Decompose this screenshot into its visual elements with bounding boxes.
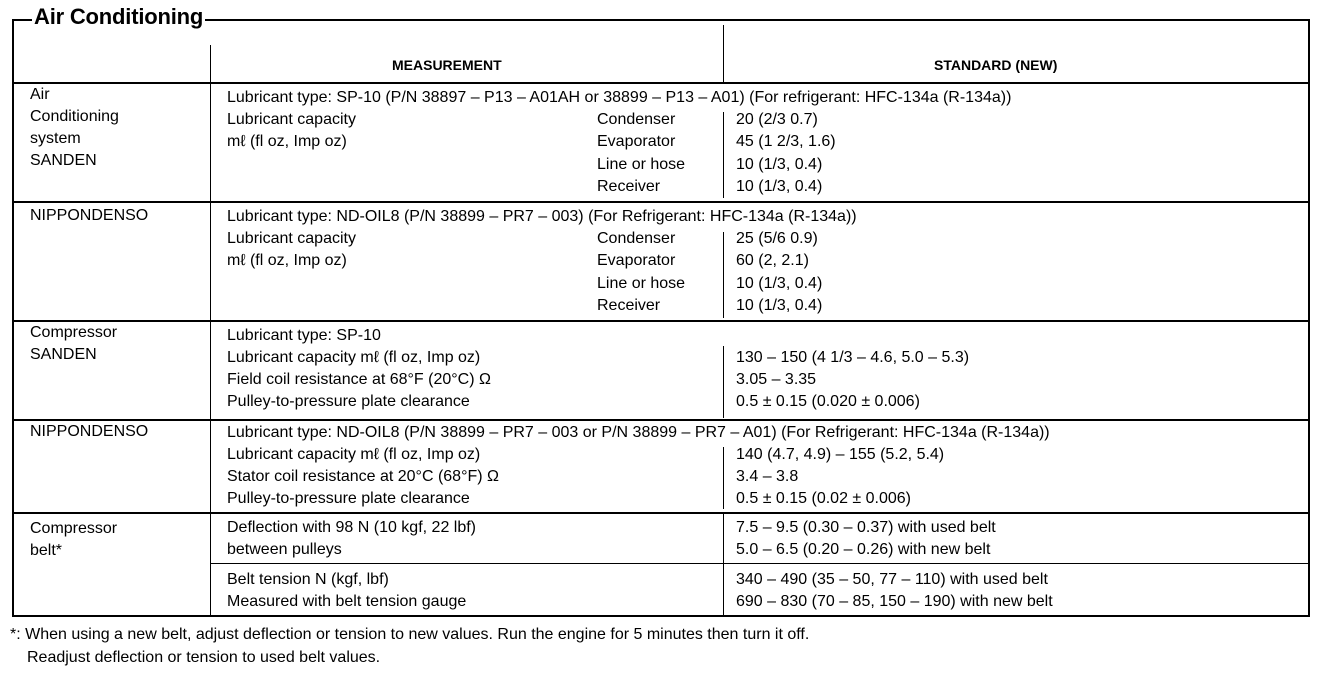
part-label: Evaporator	[597, 252, 676, 269]
column-divider	[210, 45, 211, 617]
section-label: NIPPONDENSO	[30, 423, 149, 440]
measurement-line: between pulleys	[227, 541, 342, 558]
measurement-line: Lubricant capacity	[227, 230, 356, 247]
standard-value: 10 (1/3, 0.4)	[736, 178, 823, 195]
column-divider	[723, 346, 724, 418]
standard-value: 20 (2/3 0.7)	[736, 111, 818, 128]
section-label: Compressor	[30, 324, 118, 341]
section-label: Compressor	[30, 520, 118, 537]
row-divider	[12, 82, 1310, 84]
measurement-line: Field coil resistance at 68°F (20°C) Ω	[227, 371, 491, 388]
standard-value: 25 (5/6 0.9)	[736, 230, 818, 247]
section-label: NIPPONDENSO	[30, 207, 149, 224]
header-measurement: MEASUREMENT	[392, 57, 502, 73]
lubricant-type: Lubricant type: SP-10 (P/N 38897 – P13 – A01AH or 38899 – P13 – A01) (For refrigerant: HFC-134a (R-134a))	[227, 89, 1012, 106]
standard-value: 7.5 – 9.5 (0.30 – 0.37) with used belt	[736, 519, 996, 536]
measurement-line: Lubricant capacity mℓ (fl oz, Imp oz)	[227, 446, 481, 463]
measurement-line: Stator coil resistance at 20°C (68°F) Ω	[227, 468, 499, 485]
row-divider	[210, 563, 1310, 564]
measurement-line: Measured with belt tension gauge	[227, 593, 467, 610]
standard-value: 10 (1/3, 0.4)	[736, 275, 823, 292]
part-label: Condenser	[597, 230, 676, 247]
standard-value: 0.5 ± 0.15 (0.020 ± 0.006)	[736, 393, 920, 410]
section-label: belt*	[30, 542, 63, 559]
measurement-line: Lubricant capacity	[227, 111, 356, 128]
measurement-line: Pulley-to-pressure plate clearance	[227, 490, 470, 507]
section-label: system	[30, 130, 81, 147]
measurement-line: Belt tension N (kgf, lbf)	[227, 571, 389, 588]
column-divider	[723, 447, 724, 509]
section-label: SANDEN	[30, 346, 97, 363]
standard-value: 0.5 ± 0.15 (0.02 ± 0.006)	[736, 490, 912, 507]
standard-value: 140 (4.7, 4.9) – 155 (5.2, 5.4)	[736, 446, 945, 463]
standard-value: 130 – 150 (4 1/3 – 4.6, 5.0 – 5.3)	[736, 349, 970, 366]
part-label: Line or hose	[597, 156, 686, 173]
standard-value: 340 – 490 (35 – 50, 77 – 110) with used belt	[736, 571, 1048, 588]
standard-value: 5.0 – 6.5 (0.20 – 0.26) with new belt	[736, 541, 991, 558]
standard-value: 10 (1/3, 0.4)	[736, 297, 823, 314]
standard-value: 3.4 – 3.8	[736, 468, 799, 485]
section-label: Conditioning	[30, 108, 119, 125]
standard-value: 10 (1/3, 0.4)	[736, 156, 823, 173]
standard-value: 690 – 830 (70 – 85, 150 – 190) with new belt	[736, 593, 1053, 610]
footnote: Readjust deflection or tension to used belt values.	[27, 649, 381, 666]
footnote: *: When using a new belt, adjust deflection or tension to new values. Run the engine for 5 minutes then turn it off.	[10, 626, 810, 643]
row-divider	[12, 512, 1310, 514]
part-label: Evaporator	[597, 133, 676, 150]
column-divider	[723, 112, 724, 198]
part-label: Line or hose	[597, 275, 686, 292]
part-label: Receiver	[597, 297, 661, 314]
section-label: SANDEN	[30, 152, 97, 169]
row-divider	[12, 419, 1310, 421]
measurement-line: Lubricant capacity mℓ (fl oz, Imp oz)	[227, 349, 481, 366]
row-divider	[12, 320, 1310, 322]
standard-value: 45 (1 2/3, 1.6)	[736, 133, 836, 150]
part-label: Condenser	[597, 111, 676, 128]
measurement-line: Lubricant type: SP-10	[227, 327, 381, 344]
measurement-line: mℓ (fl oz, Imp oz)	[227, 252, 347, 269]
measurement-line: mℓ (fl oz, Imp oz)	[227, 133, 347, 150]
lubricant-type: Lubricant type: ND-OIL8 (P/N 38899 – PR7 – 003 or P/N 38899 – PR7 – A01) (For Refrigerant: HFC-134a (R-134a))	[227, 424, 1050, 441]
row-divider	[12, 201, 1310, 203]
lubricant-type: Lubricant type: ND-OIL8 (P/N 38899 – PR7 – 003) (For Refrigerant: HFC-134a (R-134a))	[227, 208, 857, 225]
standard-value: 60 (2, 2.1)	[736, 252, 809, 269]
column-divider	[723, 512, 724, 616]
measurement-line: Pulley-to-pressure plate clearance	[227, 393, 470, 410]
column-divider	[723, 25, 724, 82]
page-title: Air Conditioning	[34, 4, 204, 29]
header-standard: STANDARD (NEW)	[934, 57, 1058, 73]
measurement-line: Deflection with 98 N (10 kgf, 22 lbf)	[227, 519, 477, 536]
column-divider	[723, 232, 724, 318]
standard-value: 3.05 – 3.35	[736, 371, 817, 388]
section-label: Air	[30, 86, 50, 103]
part-label: Receiver	[597, 178, 661, 195]
